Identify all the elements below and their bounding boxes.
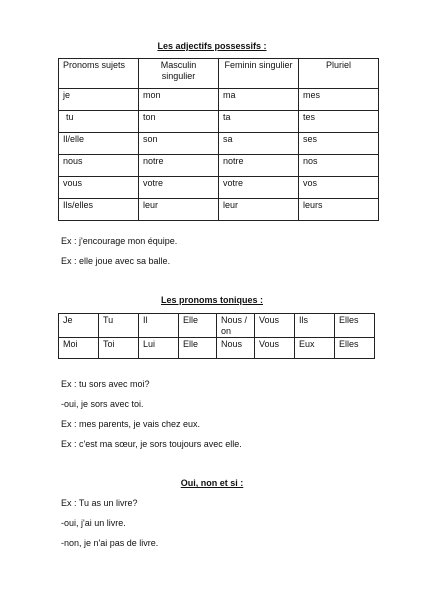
table-cell: Ils/elles xyxy=(59,199,139,221)
table-row xyxy=(59,199,379,221)
table-cell: Vous xyxy=(255,314,295,338)
table-cell: Elle xyxy=(179,314,217,338)
table-cell: Nous xyxy=(217,338,255,359)
example-line: Ex : c'est ma sœur, je sors toujours avec elle. xyxy=(61,439,242,449)
table-cell: leurs xyxy=(299,199,379,221)
table-cell: ton xyxy=(139,111,219,133)
table-cell: Elle xyxy=(179,338,217,359)
table-cell: Je xyxy=(59,314,99,338)
table-header-cell: Pronoms sujets xyxy=(59,59,139,89)
table-cell: Elles xyxy=(335,314,375,338)
table-cell: Il xyxy=(139,314,179,338)
table-row xyxy=(59,338,375,359)
example-line: Ex : elle joue avec sa balle. xyxy=(61,256,171,266)
example-line: Ex : tu sors avec moi? xyxy=(61,379,150,389)
example-line: -oui, je sors avec toi. xyxy=(61,399,144,409)
table-cell: ses xyxy=(299,133,379,155)
example-line: Ex : j'encourage mon équipe. xyxy=(61,236,178,246)
table-cell: Tu xyxy=(99,314,139,338)
possessive-adjectives-title: Les adjectifs possessifs : xyxy=(157,41,267,51)
oui-non-si-title: Oui, non et si : xyxy=(180,478,244,488)
table-cell: tes xyxy=(299,111,379,133)
table-header-cell: Pluriel xyxy=(299,59,379,89)
table-cell: vous xyxy=(59,177,139,199)
table-cell: vos xyxy=(299,177,379,199)
table-cell: Ils xyxy=(295,314,335,338)
table-cell: Nous / on xyxy=(217,314,255,338)
table-header-row xyxy=(59,59,379,89)
table-cell: Eux xyxy=(295,338,335,359)
table-cell: mon xyxy=(139,89,219,111)
table-header-cell: Masculin singulier xyxy=(139,59,219,89)
table-cell: leur xyxy=(219,199,299,221)
table-row xyxy=(59,155,379,177)
table-cell: notre xyxy=(219,155,299,177)
table-cell: Il/elle xyxy=(59,133,139,155)
table-row xyxy=(59,314,375,338)
table-row xyxy=(59,133,379,155)
example-line: Ex : mes parents, je vais chez eux. xyxy=(61,419,201,429)
table-cell: Elles xyxy=(335,338,375,359)
possessive-adjectives-table xyxy=(58,58,379,221)
table-cell: notre xyxy=(139,155,219,177)
table-cell: Moi xyxy=(59,338,99,359)
table-cell: Vous xyxy=(255,338,295,359)
table-cell: tu xyxy=(59,111,139,133)
table-cell: votre xyxy=(219,177,299,199)
table-cell: Lui xyxy=(139,338,179,359)
tonic-pronouns-title: Les pronoms toniques : xyxy=(160,295,263,305)
table-cell: nous xyxy=(59,155,139,177)
table-cell: ta xyxy=(219,111,299,133)
table-cell: ma xyxy=(219,89,299,111)
table-row xyxy=(59,89,379,111)
table-cell: son xyxy=(139,133,219,155)
example-line: -non, je n'ai pas de livre. xyxy=(61,538,159,548)
table-cell: nos xyxy=(299,155,379,177)
table-cell: je xyxy=(59,89,139,111)
table-cell: leur xyxy=(139,199,219,221)
table-cell: Toi xyxy=(99,338,139,359)
example-line: Ex : Tu as un livre? xyxy=(61,498,138,508)
example-line: -oui, j'ai un livre. xyxy=(61,518,126,528)
table-cell: votre xyxy=(139,177,219,199)
table-header-cell: Feminin singulier xyxy=(219,59,299,89)
table-row xyxy=(59,111,379,133)
table-cell: sa xyxy=(219,133,299,155)
table-row xyxy=(59,177,379,199)
table-cell: mes xyxy=(299,89,379,111)
tonic-pronouns-table xyxy=(58,313,375,359)
